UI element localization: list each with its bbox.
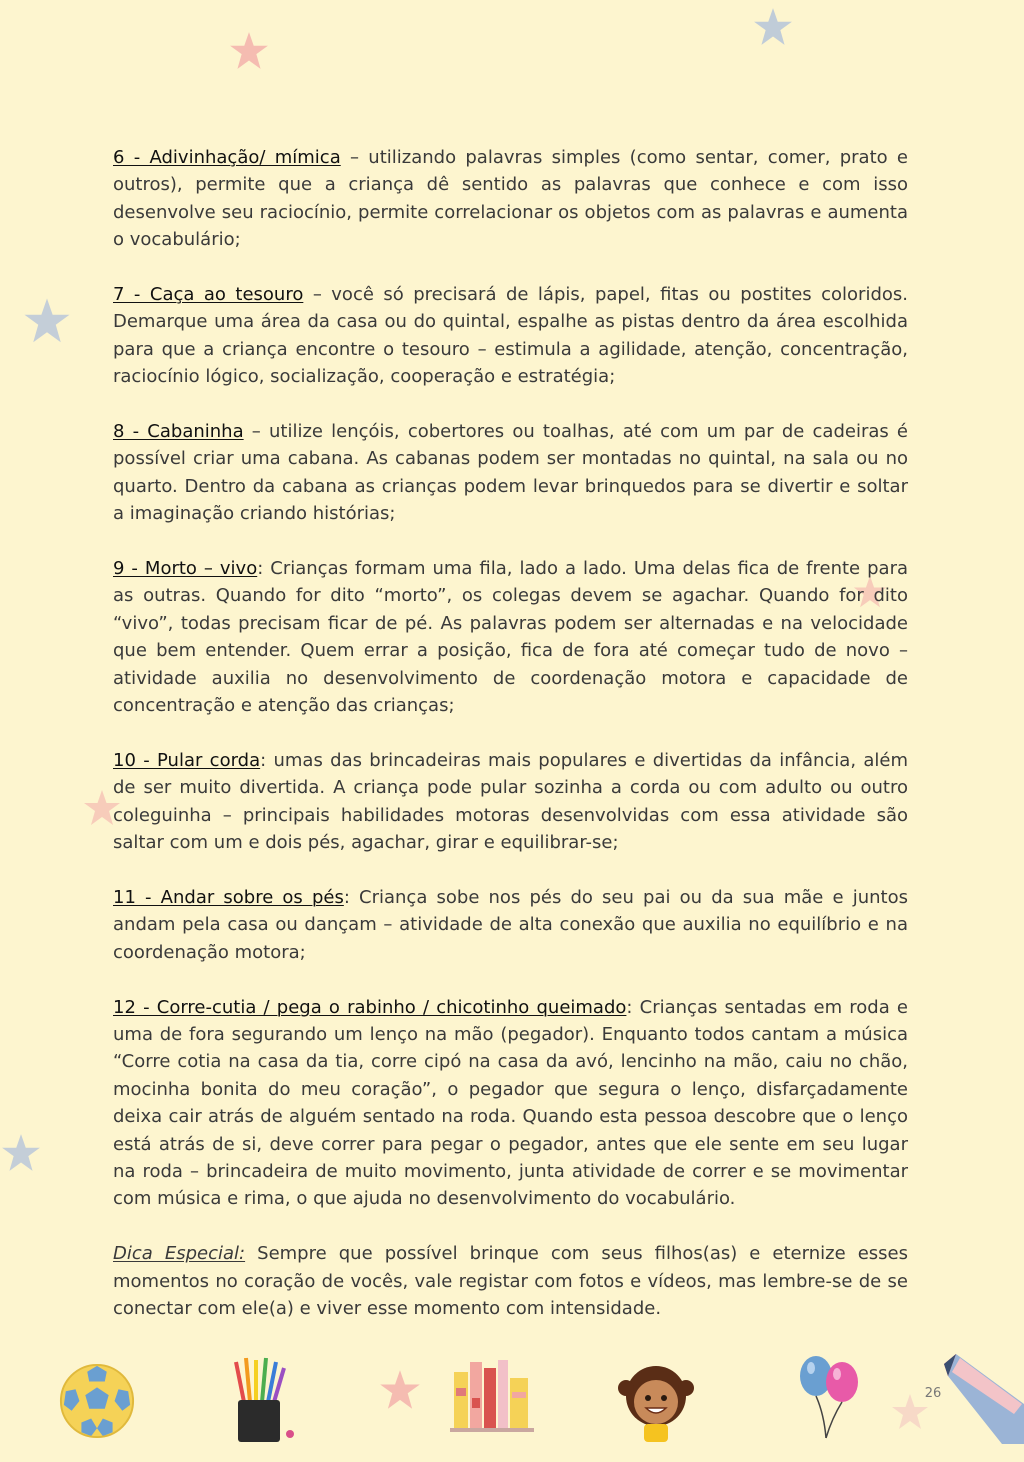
activity-description: : Criança sobe nos pés do seu pai ou da sua mãe e juntos andam pela casa ou dançam – atividade de alta conexão que auxilia no equilíbrio e na coordenação motora; (113, 886, 908, 963)
activity-item (113, 418, 908, 528)
activity-title: 8 - Cabaninha (113, 421, 244, 443)
tip-label: Dica Especial: (113, 1243, 246, 1265)
colored-pencils-cup-icon (230, 1356, 302, 1446)
activity-description: : Crianças formam uma fila, lado a lado. Uma delas fica de frente para as outras. Quando for dito “morto”, os colegas devem se agachar. Quando for dito “vivo”, todas precisam ficar de pé. As palavras podem ser alternadas e na velocidade que bem entender. Quem errar a posição, fica de fora até começar tudo de novo – atividade auxilia no desenvolvimento de coordenação motora e capacidade de concentração e atenção das crianças; (113, 558, 908, 717)
blue-star-icon (752, 6, 794, 48)
books-icon (450, 1358, 534, 1434)
activity-item (113, 555, 908, 719)
activity-description: : umas das brincadeiras mais populares e divertidas da infância, além de ser muito divertida. A criança pode pular sozinha a corda ou com adulto ou outro coleguinha – principais habilidades motoras desenvolvidas com essa atividade são saltar com um e dois pés, agachar, girar e equilibrar-se; (113, 749, 908, 854)
pink-star-icon (378, 1368, 422, 1412)
activity-title: 9 - Morto – vivo (113, 558, 258, 580)
activity-title: 6 - Adivinhação/ mímica (113, 147, 341, 168)
activity-item (113, 884, 908, 966)
activity-item (113, 144, 908, 254)
child-face-icon (616, 1358, 696, 1442)
activity-description: – você só precisará de lápis, papel, fitas ou postites coloridos. Demarque uma área da casa ou do quintal, espalhe as pistas dentro da área escolhida para que a criança encontre o tesouro – estimula a agilidade, atenção, concentração, raciocínio lógico, socialização, cooperação e estratégia; (113, 284, 908, 388)
activity-description: : Crianças sentadas em roda e uma de fora segurando um lenço na mão (pegador). Enquanto todos cantam a música “Corre cotia na casa da tia, corre cipó na casa da avó, lencinho na mão, caiu no chão, mocinha bonita do meu coração”, o pegador que segura o lenço, disfarçadamente deixa cair atrás de alguém sentado na roda. Quando esta pessoa descobre que o lenço está atrás de si, deve correr para pegar o pegador, antes que ele sente em seu lugar na roda – brincadeira de muito movimento, junta atividade de correr e se movimentar com música e rima, o que ajuda no desenvolvimento do vocabulário. (113, 996, 908, 1210)
blue-star-icon (0, 1132, 42, 1174)
activity-title: 11 - Andar sobre os pés (113, 886, 344, 908)
activity-title: 10 - Pular corda (113, 749, 261, 771)
soccer-ball-icon (58, 1362, 136, 1440)
activities-list (113, 144, 908, 1322)
page-number: 26 (924, 1386, 942, 1401)
activity-item (113, 281, 908, 391)
activity-item (113, 994, 908, 1213)
balloons-icon (796, 1354, 864, 1444)
blue-star-icon (22, 296, 72, 346)
pencil-corner-icon (944, 1344, 1024, 1444)
activity-description: – utilizando palavras simples (como sentar, comer, prato e outros), permite que a criança dê sentido as palavras que conhece e com isso desenvolve seu raciocínio, permite correlacionar os objetos com as palavras e aumenta o vocabulário; (113, 147, 909, 251)
pink-star-icon (228, 30, 270, 72)
tip-text: Sempre que possível brinque com seus filhos(as) e eternize esses momentos no coração de vocês, vale registar com fotos e vídeos, mas lembre-se de se conectar com ele(a) e viver esse momento com intensidade. (113, 1243, 908, 1319)
activity-title: 12 - Corre-cutia / pega o rabinho / chicotinho queimado (113, 996, 627, 1018)
activity-description: – utilize lençóis, cobertores ou toalhas, até com um par de cadeiras é possível criar uma cabana. As cabanas podem ser montadas no quintal, na sala ou no quarto. Dentro da cabana as crianças podem levar brinquedos para se divertir e soltar a imaginação criando histórias; (113, 421, 909, 525)
activity-item (113, 747, 908, 857)
activity-title: 7 - Caça ao tesouro (113, 284, 304, 306)
special-tip (113, 1240, 908, 1322)
